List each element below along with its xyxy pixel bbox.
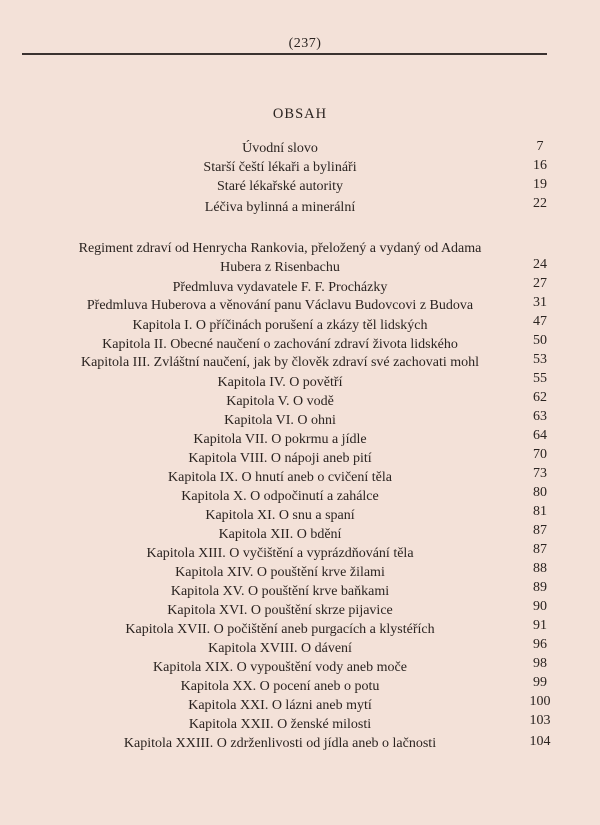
toc-entry-title: Předmluva Huberova a věnování panu Václavu Budovcovi z Budova [86,298,474,313]
toc-entry-page: 99 [533,675,547,690]
toc-entry-title: Starší čeští lékaři a bylináři [203,160,357,175]
toc-entry-title: Kapitola XXIII. O zdrženlivosti od jídla aneb o lačnosti [123,736,437,751]
toc-entry-page: 53 [533,352,547,367]
toc-entry-page: 98 [533,656,547,671]
toc-entry-page: 87 [533,523,547,538]
toc-entry-page: 27 [533,276,547,291]
toc-entry-page: 47 [533,314,547,329]
toc-entry-page: 16 [533,158,547,173]
toc-entry-title: Kapitola XVIII. O dávení [208,641,352,656]
toc-entry-title: Kapitola IV. O povětří [217,375,343,390]
toc-entry-page: 103 [529,713,551,728]
toc-entry-title: Kapitola XIX. O vypouštění vody aneb moče [153,660,407,675]
toc-entry-page: 70 [533,447,547,462]
toc-entry-page: 24 [533,257,547,272]
toc-entry-page: 87 [533,542,547,557]
toc-entry-title: Kapitola V. O vodě [226,394,334,409]
toc-entry-page: 91 [533,618,547,633]
toc-entry-title: Kapitola XV. O pouštění krve baňkami [170,584,390,599]
toc-entry-page: 100 [529,694,551,709]
toc-entry-title: Kapitola VI. O ohni [224,413,336,428]
toc-entry-page: 7 [536,139,544,154]
toc-entry-title: Léčiva bylinná a minerální [204,200,356,215]
toc-entry-title: Kapitola XIV. O pouštění krve žilami [175,565,385,580]
toc-entry-title: Kapitola XII. O bdění [218,527,342,542]
toc-entry-page: 31 [533,295,547,310]
toc-entry-page: 96 [533,637,547,652]
toc-entry-title: Kapitola VIII. O nápoji aneb pití [188,451,372,466]
toc-entry-title: Kapitola VII. O pokrmu a jídle [193,432,367,447]
toc-entry-page: 88 [533,561,547,576]
contents-heading: OBSAH [272,106,328,122]
toc-entry-page: 64 [533,428,547,443]
toc-entry-title: Kapitola XVII. O počištění aneb purgacích a klystéřích [125,622,435,637]
toc-entry-title: Kapitola XIII. O vyčištění a vyprázdňování těla [146,546,414,561]
toc-entry-page: 62 [533,390,547,405]
toc-entry-page: 55 [533,371,547,386]
toc-entry-title: Kapitola XI. O snu a spaní [205,508,355,523]
toc-entry-page: 50 [533,333,547,348]
page-number: (237) [288,36,322,51]
toc-entry-page: 89 [533,580,547,595]
toc-entry-title: Předmluva vydavatele F. F. Procházky [172,280,388,295]
toc-entry-page: 22 [533,196,547,211]
toc-entry-page: 104 [529,734,551,749]
toc-entry-title: Kapitola III. Zvláštní naučení, jak by člověk zdraví své zachovati mohl [80,355,480,370]
toc-entry-title: Regiment zdraví od Henrycha Rankovia, přeložený a vydaný od Adama [78,241,482,256]
toc-entry-title: Kapitola XXII. O ženské milosti [188,717,372,732]
toc-entry-title: Úvodní slovo [242,141,318,156]
toc-entry-page: 90 [533,599,547,614]
toc-entry-title-continuation: Hubera z Risenbachu [220,260,340,275]
toc-entry-title: Kapitola IX. O hnutí aneb o cvičení těla [168,470,392,485]
toc-entry-title: Kapitola XX. O pocení aneb o potu [180,679,380,694]
toc-entry-title: Kapitola II. Obecné naučení o zachování zdraví života lidského [102,337,458,352]
toc-entry-page: 19 [533,177,547,192]
toc-entry-page: 81 [533,504,547,519]
toc-entry-title: Kapitola I. O příčinách porušení a zkázy těl lidských [132,318,428,333]
toc-entry-title: Kapitola XXI. O lázni aneb mytí [188,698,372,713]
toc-entry-page: 73 [533,466,547,481]
toc-entry-page: 63 [533,409,547,424]
toc-entry-title: Kapitola XVI. O pouštění skrze pijavice [167,603,393,618]
toc-entry-title: Staré lékařské autority [217,179,343,194]
toc-entry-title: Kapitola X. O odpočinutí a zahálce [181,489,379,504]
toc-entry-page: 80 [533,485,547,500]
